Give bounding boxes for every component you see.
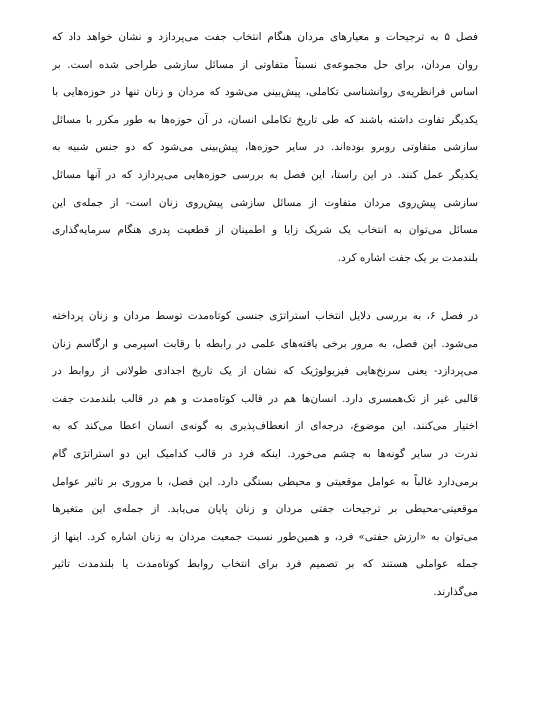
text-line: اختیار می‌کنند. این موضوع، درجه‌ای از انعطاف‌پذیری به گونه‌ی انسان اعطا می‌کند که به	[52, 420, 478, 433]
text-line: ندرت در سایر گونه‌ها به چشم می‌خورد. اینکه فرد در قالب کدامیک این دو استراتژی گام	[52, 447, 478, 460]
text-line: روان مردان، برای حل مجموعه‌ی نسبتاً متفاوتی از مسائل سازشی طراحی شده است. بر	[52, 58, 478, 71]
text-line: فصل ۵ به ترجیحات و معیارهای مردان هنگام انتخاب جفت می‌پردازد و نشان خواهد داد که	[52, 31, 478, 43]
text-line: اساس فرانظریه‌ی روانشناسی تکاملی، پیش‌بینی می‌شود که مردان و زنان تنها در حوزه‌هایی با	[52, 86, 478, 99]
text-line: موقعیتی-محیطی بر ترجیحات جفتی مردان و زنان پایان می‌یابد. از جمله‌ی این متغیرها	[52, 503, 478, 516]
text-line: در فصل ۶، به بررسی دلایل انتخاب استراتژی جنسی کوتاه‌مدت توسط مردان و زنان پرداخته	[52, 310, 478, 322]
text-line: قالبی غیر از تک‌همسری دارد. انسان‌ها هم در قالب کوتاه‌مدت و هم در قالب بلندمدت جفت	[52, 392, 478, 405]
text-line: مسائل می‌توان به انتخاب یک شریک زایا و اطمینان از قطعیت پدری هنگام سرمایه‌گذاری	[52, 224, 478, 237]
text-line: برمی‌دارد غالباً به عوامل موقعیتی و محیطی بستگی دارد. این فصل، با مروری بر تاثیر عوامل	[52, 475, 478, 488]
text-line: می‌توان به «ارزش جفتی» فرد، و همین‌طور نسبت جمعیت مردان به زنان اشاره کرد. اینها از	[52, 530, 478, 543]
text-line: می‌شود. این فصل، به مرور برخی یافته‌های علمی در رابطه با رقابت اسپرمی و ارگاسم زنان	[52, 337, 478, 350]
text-line: سازشی متفاوتی روبرو بوده‌اند. در سایر حوزه‌ها، پیش‌بینی می‌شود که دو جنس شبیه به	[52, 141, 478, 154]
text-line: جمله عواملی هستند که بر تصمیم فرد برای انتخاب روابط کوتاه‌مدت یا بلندمدت تاثیر	[52, 558, 478, 571]
text-line: سازشی پیش‌روی مردان متفاوت از مسائل سازشی پیش‌روی زنان است- از جمله‌ی این	[52, 196, 478, 209]
text-line: می‌پردازد- یعنی سرنخ‌هایی فیزیولوژیک که نشان از یک تاریخ اجدادی طولانی از روابط در	[52, 365, 478, 378]
text-line: یکدیگر تفاوت داشته باشند که طی تاریخ تکاملی انسان، در آن حوزه‌ها به طور مکرر با مسائل	[52, 113, 478, 126]
text-line: یکدیگر عمل کنند. در این راستا، این فصل به بررسی حوزه‌هایی می‌پردازد که در آنها مسائل	[52, 168, 478, 181]
paragraph-chapter-5	[52, 24, 478, 272]
text-line: بلندمدت بر یک جفت اشاره کرد.	[337, 251, 478, 264]
paragraph-chapter-6	[52, 303, 478, 607]
text-line: می‌گذارند.	[433, 585, 478, 598]
